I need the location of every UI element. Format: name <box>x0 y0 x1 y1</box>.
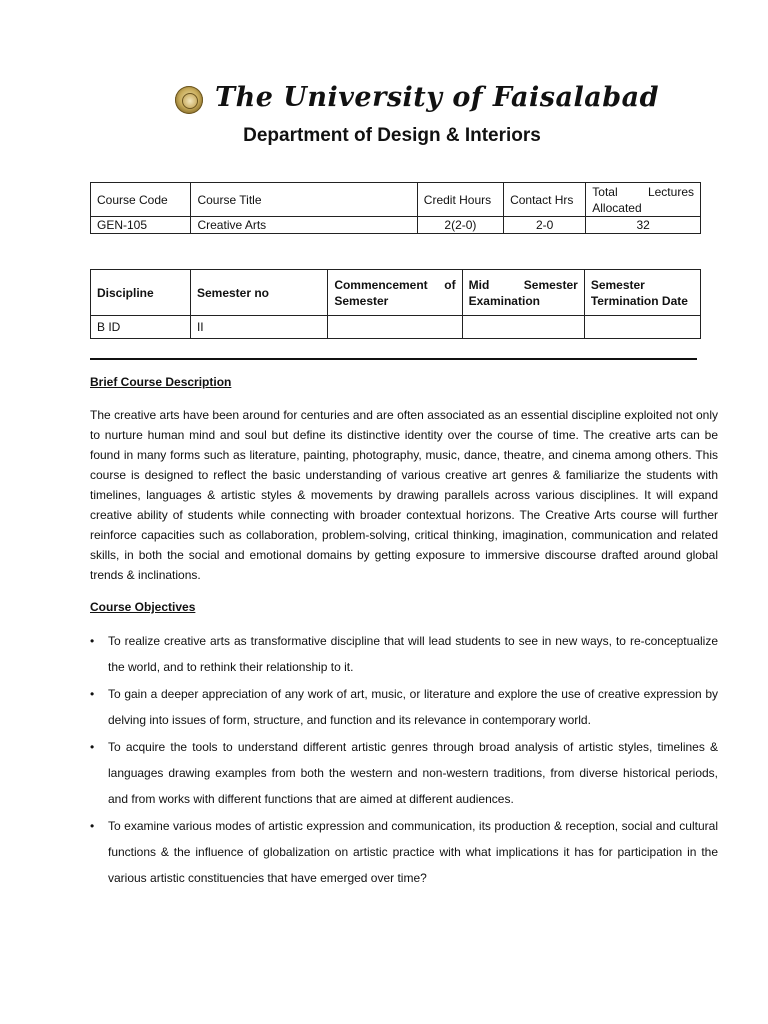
list-item <box>90 734 718 812</box>
header-course-title: Course Title <box>191 183 417 217</box>
university-name: The University of Faisalabad <box>215 82 660 113</box>
list-item <box>90 813 718 891</box>
objectives-heading: Course Objectives <box>90 600 196 614</box>
bullet-icon: • <box>90 819 95 833</box>
table-header-row <box>91 270 701 316</box>
cell-total-lectures: 32 <box>586 217 701 234</box>
objective-text: To gain a deeper appreciation of any work of art, music, or literature and explore the use of creative expression by delving into issues of form, structure, and function and its relevance in contemporary world. <box>108 687 718 727</box>
table-header-row <box>91 183 701 217</box>
header-mid-semester: Mid Semester Examination <box>462 270 584 316</box>
description-paragraph: The creative arts have been around for centuries and are often associated as an essential discipline exploited not only to nurture human mind and soul but define its distinctive identity over the course of time. The creative arts can be found in many forms such as literature, painting, photography, music, dance, theatre, and cinema among others. This course is designed to reflect the basic understanding of various creative art genres & familiarize the students with timelines, languages & artistic styles & movements by drawing parallels across various disciplines. It will expand creative ability of students while connecting with broader contextual horizons. The Creative Arts course will further reinforce capacities such as collaboration, problem-solving, critical thinking, imagination, communication and related skills, in both the social and emotional domains by getting exposure to immersive discourse drafted around global trends & inclinations. <box>90 408 718 582</box>
description-heading: Brief Course Description <box>90 375 232 389</box>
cell-semester-no: II <box>190 316 327 339</box>
semester-info-table <box>90 269 701 339</box>
letterhead <box>0 82 768 122</box>
header-contact-hrs: Contact Hrs <box>504 183 586 217</box>
cell-course-title: Creative Arts <box>191 217 417 234</box>
header-course-code: Course Code <box>91 183 191 217</box>
header-commencement: Commencement of Semester <box>328 270 462 316</box>
objective-text: To realize creative arts as transformative discipline that will lead students to see in new ways, to re-conceptualize the world, and to rethink their relationship to it. <box>108 634 718 674</box>
objective-text: To examine various modes of artistic expression and communication, its production & reception, social and cultural functions & the influence of globalization on artistic practice with what implications it has for participation in the various artistic constituencies that have emerged over time? <box>108 819 718 885</box>
section-divider <box>90 358 697 360</box>
table-row <box>91 316 701 339</box>
cell-mid-semester <box>462 316 584 339</box>
table-row <box>91 217 701 234</box>
department-title: Department of Design & Interiors <box>243 125 541 146</box>
header-termination-date: Semester Termination Date <box>584 270 700 316</box>
header-total-lectures: Total Lectures Allocated <box>586 183 701 217</box>
university-seal-icon <box>175 86 203 114</box>
bullet-icon: • <box>90 740 95 754</box>
header-credit-hours: Credit Hours <box>417 183 503 217</box>
cell-commencement <box>328 316 462 339</box>
list-item <box>90 681 718 733</box>
list-item <box>90 628 718 680</box>
cell-contact-hrs: 2-0 <box>504 217 586 234</box>
cell-discipline: B ID <box>91 316 191 339</box>
bullet-icon: • <box>90 687 95 701</box>
cell-termination-date <box>584 316 700 339</box>
objective-text: To acquire the tools to understand different artistic genres through broad analysis of artistic styles, timelines & languages drawing examples from both the western and non-western traditions, from diverse historical periods, and from works with different functions that are aimed at different audiences. <box>108 740 718 806</box>
header-semester-no: Semester no <box>190 270 327 316</box>
header-discipline: Discipline <box>91 270 191 316</box>
objectives-list <box>90 628 718 892</box>
cell-credit-hours: 2(2-0) <box>417 217 503 234</box>
bullet-icon: • <box>90 634 95 648</box>
course-info-table <box>90 182 701 234</box>
cell-course-code: GEN-105 <box>91 217 191 234</box>
